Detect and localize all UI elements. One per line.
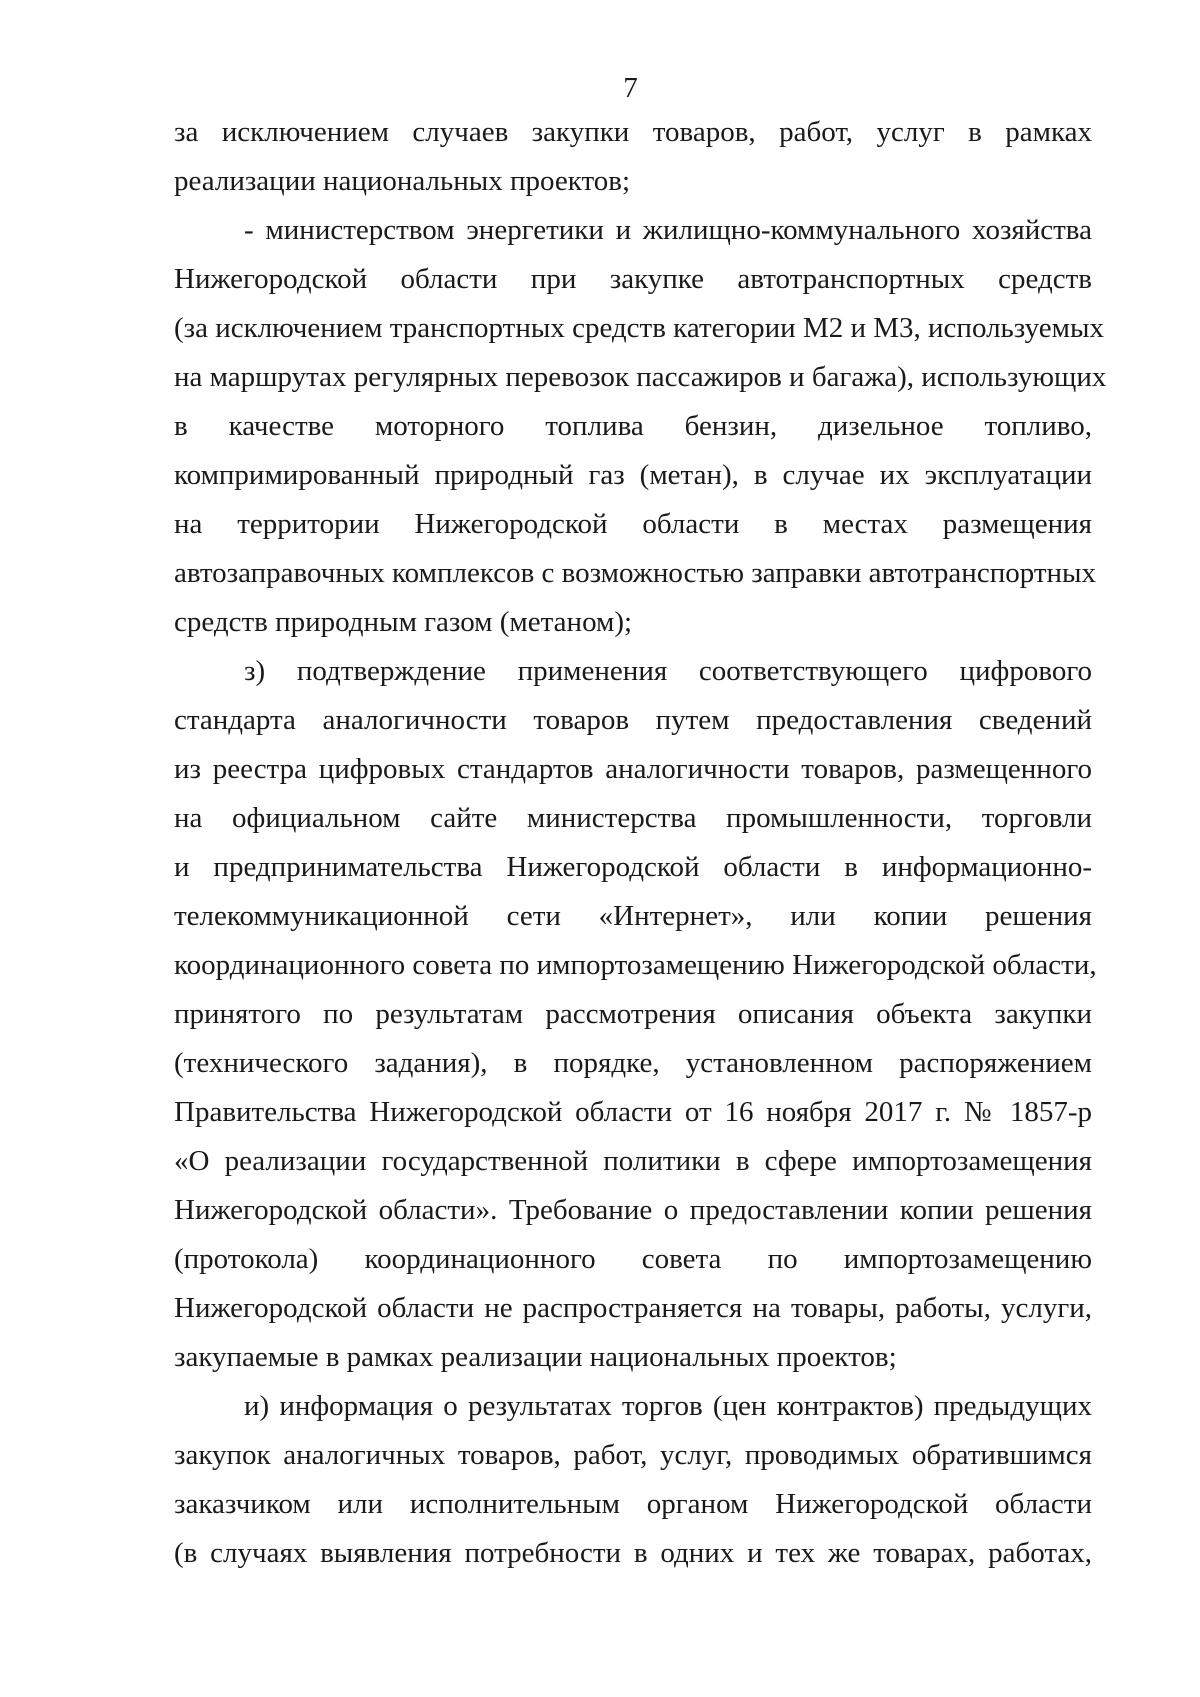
text-line: (в случаях выявления потребности в одних и тех же товарах, работах, (174, 1537, 1092, 1569)
text-line: координационного совета по импортозамещению Нижегородской области, (174, 949, 1097, 981)
document-body (174, 108, 1107, 1578)
paragraph-ministry-energy (174, 206, 1107, 647)
text-line: автозаправочных комплексов с возможностью заправки автотранспортных (174, 557, 1097, 589)
text-line: - министерством энергетики и жилищно-коммунального хозяйства (244, 214, 1092, 246)
text-line: за исключением случаев закупки товаров, работ, услуг в рамках (174, 116, 1092, 148)
text-line: компримированный природный газ (метан), в случае их эксплуатации (174, 459, 1092, 491)
paragraph-intro (174, 108, 1092, 206)
text-line: (технического задания), в порядке, установленном распоряжением (174, 1047, 1092, 1079)
text-line: «О реализации государственной политики в сфере импортозамещения (174, 1145, 1092, 1177)
text-line: стандарта аналогичности товаров путем предоставления сведений (174, 704, 1092, 736)
text-line: Нижегородской области не распространяется на товары, работы, услуги, (174, 1292, 1092, 1324)
text-line: реализации национальных проектов; (174, 165, 630, 197)
text-line: закупаемые в рамках реализации национальных проектов; (174, 1341, 897, 1373)
text-line: на официальном сайте министерства промышленности, торговли (174, 802, 1092, 834)
text-line: (за исключением транспортных средств категории М2 и М3, используемых (174, 312, 1104, 344)
text-line: Нижегородской области». Требование о предоставлении копии решения (174, 1194, 1092, 1226)
text-line: з) подтверждение применения соответствующего цифрового (244, 655, 1092, 687)
text-line: на территории Нижегородской области в местах размещения (174, 508, 1092, 540)
text-line: и предпринимательства Нижегородской области в информационно- (174, 851, 1092, 883)
text-line: телекоммуникационной сети «Интернет», или копии решения (174, 900, 1092, 932)
text-line: принятого по результатам рассмотрения описания объекта закупки (174, 998, 1092, 1030)
text-line: закупок аналогичных товаров, работ, услуг, проводимых обратившимся (174, 1439, 1092, 1471)
text-line: (протокола) координационного совета по импортозамещению (174, 1243, 1092, 1275)
text-line: и) информация о результатах торгов (цен контрактов) предыдущих (244, 1390, 1092, 1422)
text-line: в качестве моторного топлива бензин, дизельное топливо, (174, 410, 1092, 442)
page-number: 7 (623, 72, 638, 104)
paragraph-item-z (174, 647, 1097, 1382)
text-line: Нижегородской области при закупке автотранспортных средств (174, 263, 1092, 295)
text-line: заказчиком или исполнительным органом Нижегородской области (174, 1488, 1092, 1520)
text-line: средств природным газом (метаном); (174, 606, 633, 638)
text-line: на маршрутах регулярных перевозок пассажиров и багажа), использующих (174, 361, 1107, 393)
paragraph-item-i (174, 1382, 1092, 1578)
text-line: из реестра цифровых стандартов аналогичности товаров, размещенного (174, 753, 1092, 785)
text-line: Правительства Нижегородской области от 16 ноября 2017 г. № 1857-р (174, 1096, 1092, 1128)
